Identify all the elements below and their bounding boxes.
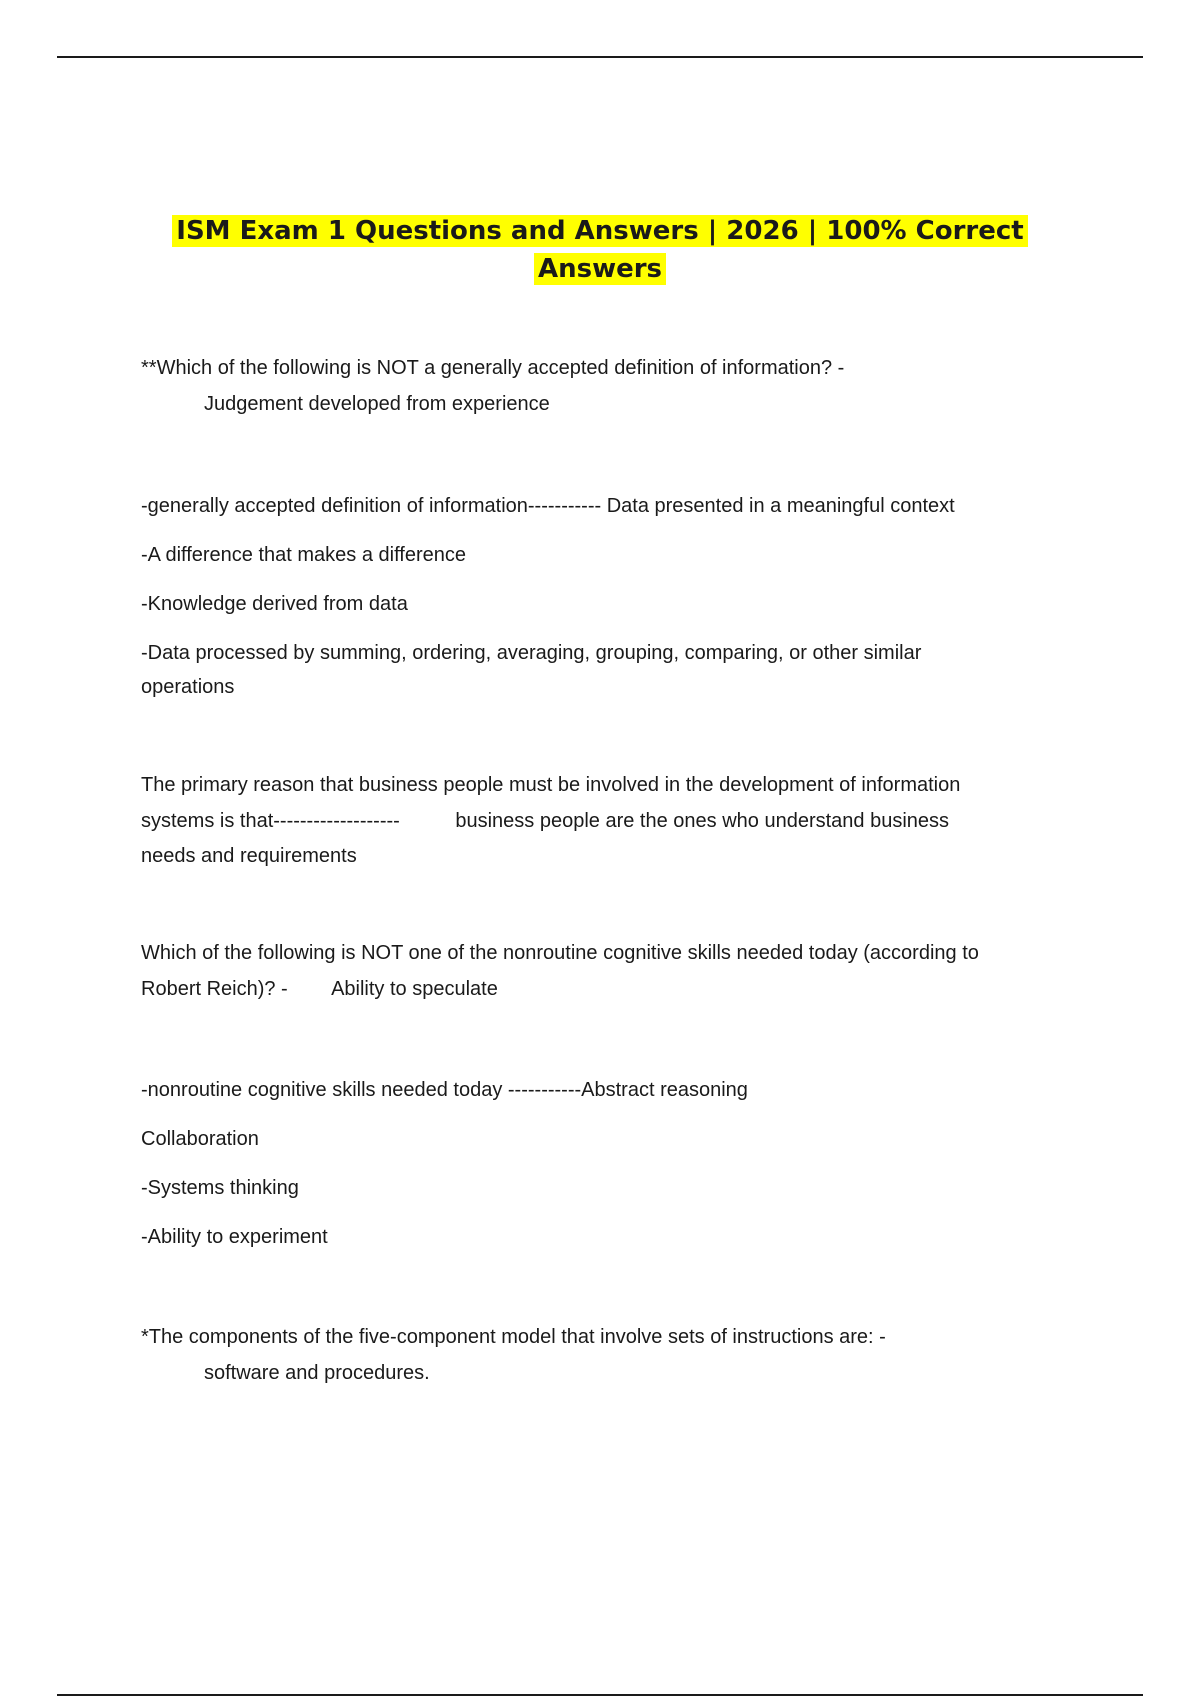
document-title (0, 212, 1200, 288)
info-definition-3: -Knowledge derived from data (141, 593, 408, 615)
q2-line-2: systems is that------------------- business people are the ones who understand business (141, 810, 950, 832)
info-definition-4: -Data processed by summing, ordering, averaging, grouping, comparing, or other similar (141, 642, 922, 664)
skills-list-2: Collaboration (141, 1128, 259, 1150)
q2-line-3: needs and requirements (141, 845, 357, 867)
q4-answer: software and procedures. (204, 1362, 430, 1384)
q1-question: **Which of the following is NOT a generally accepted definition of information? - (141, 357, 845, 379)
info-definition-4-cont: operations (141, 676, 235, 698)
title-line-1: ISM Exam 1 Questions and Answers | 2026 | 100% Correct (172, 215, 1027, 247)
title-line-2: Answers (534, 253, 666, 285)
info-definition-2: -A difference that makes a difference (141, 544, 467, 566)
q3-line-2: Robert Reich)? - Ability to speculate (141, 978, 498, 1000)
q3-line-1: Which of the following is NOT one of the nonroutine cognitive skills needed today (according to (141, 942, 979, 964)
q4-question: *The components of the five-component model that involve sets of instructions are: - (141, 1326, 886, 1348)
q2-line-1: The primary reason that business people must be involved in the development of information (141, 774, 961, 796)
info-definition-1: -generally accepted definition of information----------- Data presented in a meaningful context (141, 495, 955, 517)
q1-answer: Judgement developed from experience (204, 393, 550, 415)
top-rule (57, 56, 1143, 58)
bottom-rule (57, 1694, 1143, 1696)
skills-list-4: -Ability to experiment (141, 1226, 328, 1248)
skills-list-1: -nonroutine cognitive skills needed today -----------Abstract reasoning (141, 1079, 748, 1101)
skills-list-3: -Systems thinking (141, 1177, 299, 1199)
